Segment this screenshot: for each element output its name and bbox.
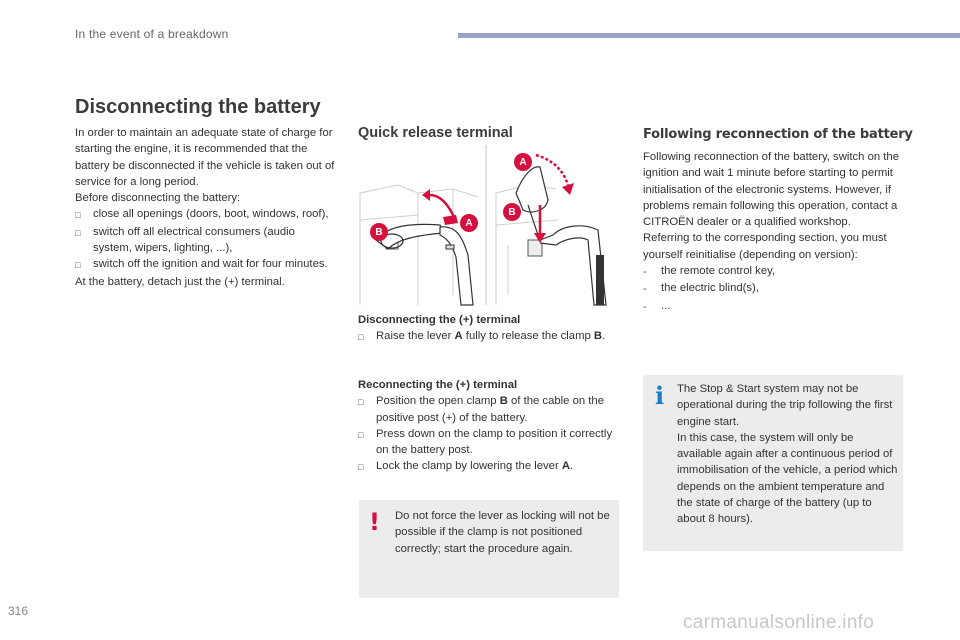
reconnecting-heading: Reconnecting the (+) terminal xyxy=(358,379,518,391)
warning-icon: ! xyxy=(369,508,380,536)
left-column xyxy=(75,125,337,290)
right-column xyxy=(643,149,908,315)
checkbox-bullet-icon: □ xyxy=(75,210,81,221)
info-box xyxy=(643,375,903,551)
list-item: □ Lock the clamp by lowering the lever A. xyxy=(358,458,618,475)
list-item: □ Position the open clamp B of the cable on the positive post (+) of the battery. xyxy=(358,393,618,426)
checkbox-bullet-icon: □ xyxy=(358,462,364,473)
checkbox-bullet-icon: □ xyxy=(75,260,81,271)
quick-release-title: Quick release terminal xyxy=(358,125,513,141)
disconnecting-heading: Disconnecting the (+) terminal xyxy=(358,314,521,326)
outro-paragraph: At the battery, detach just the (+) terminal. xyxy=(75,275,285,288)
checkbox-bullet-icon: □ xyxy=(358,332,364,343)
reconnection-title: Following reconnection of the battery xyxy=(643,127,913,142)
section-header: In the event of a breakdown xyxy=(75,27,229,41)
label-b-left: B xyxy=(370,223,388,241)
label-a-left: A xyxy=(460,214,478,232)
page-number: 316 xyxy=(8,604,29,618)
disconnecting-block xyxy=(358,312,618,346)
checkbox-bullet-icon: □ xyxy=(75,227,81,238)
checkbox-bullet-icon: □ xyxy=(358,397,364,408)
page-title: Disconnecting the battery xyxy=(75,96,321,118)
checkbox-bullet-icon: □ xyxy=(358,429,364,440)
battery-terminal-figure xyxy=(358,145,618,310)
label-a-right: A xyxy=(514,153,532,171)
warning-box xyxy=(359,500,619,598)
dash-bullet: - xyxy=(643,300,647,313)
dash-bullet: - xyxy=(643,266,647,279)
info-icon: i xyxy=(655,381,665,410)
list-item: □ switch off all electrical consumers (audio system, wipers, lighting, ...), xyxy=(75,224,337,257)
list-item: - ... xyxy=(643,298,908,315)
before-label: Before disconnecting the battery: xyxy=(75,192,241,205)
list-item: - the electric blind(s), xyxy=(643,280,908,297)
reinitialise-paragraph: Referring to the corresponding section, you must yourself reinitialise (depending on version): xyxy=(643,232,887,261)
header-bar xyxy=(458,33,960,38)
reconnecting-block xyxy=(358,377,618,476)
info-text-2: In this case, the system will only be available again after a continuous period of immobilisation of the vehicle, a period which depends on the ambient temperature and the state of charge of the battery (up to about 8 hours). xyxy=(677,431,898,526)
list-item: □ Press down on the clamp to position it correctly on the battery post. xyxy=(358,426,618,459)
dash-bullet: - xyxy=(643,283,647,296)
watermark: carmanualsonline.info xyxy=(683,612,875,633)
warning-text: Do not force the lever as locking will not be possible if the clamp is not positioned correctly; start the procedure again. xyxy=(395,510,610,555)
info-text-1: The Stop & Start system may not be operational during the trip following the first engine start. xyxy=(677,383,893,428)
info-text xyxy=(677,381,899,528)
list-item: - the remote control key, xyxy=(643,263,908,280)
intro-paragraph: In order to maintain an adequate state of charge for starting the engine, it is recommended that the battery be disconnected if the vehicle is taken out of service for a long period. xyxy=(75,127,335,188)
battery-terminal-illustration xyxy=(358,145,618,310)
list-item: □ close all openings (doors, boot, windows, roof), xyxy=(75,206,337,223)
list-item: □ Raise the lever A fully to release the clamp B. xyxy=(358,328,618,345)
reconnection-paragraph: Following reconnection of the battery, switch on the ignition and wait 1 minute before starting to permit initialisation of the electronic systems. However, if problems remain following this operation, contact a CITROËN dealer or a qualified workshop. xyxy=(643,151,899,229)
label-b-right: B xyxy=(503,203,521,221)
list-item: □ switch off the ignition and wait for four minutes. xyxy=(75,256,337,273)
